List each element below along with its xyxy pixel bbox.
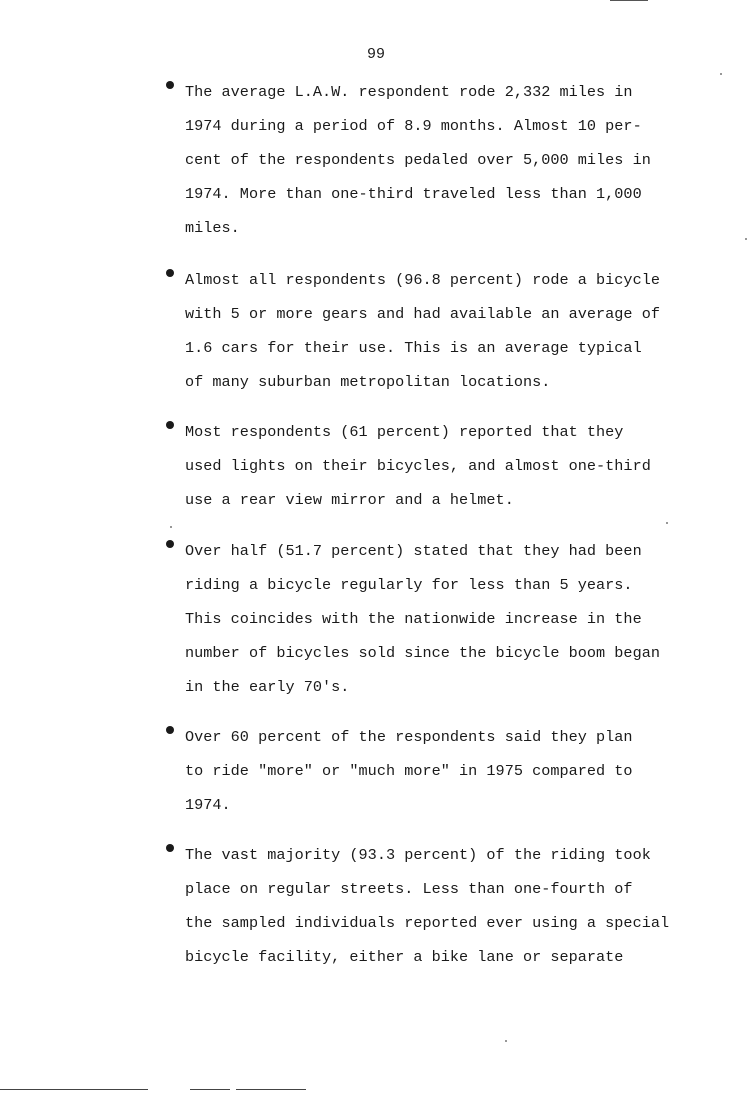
scan-speck xyxy=(720,73,722,75)
bullet-text: Over half (51.7 percent) stated that they had been riding a bicycle regularly for less than 5 years. This coincides with the nationwide increase in the number of bicycles sold since the bicycle boom began in the early 70's. xyxy=(185,542,660,696)
bullet-dot-icon xyxy=(166,726,174,734)
bullet-text: The vast majority (93.3 percent) of the riding took place on regular streets. Less than one-fourth of the sampled individuals reported ever using a special bicycle facility, either a bike lane or separate xyxy=(185,846,670,966)
bullet-text: Most respondents (61 percent) reported that they used lights on their bicycles, and almost one-third use a rear view mirror and a helmet. xyxy=(185,423,651,509)
bullet-dot-icon xyxy=(166,269,174,277)
bullet-item-streets xyxy=(165,838,735,974)
scan-speck xyxy=(505,1040,507,1042)
bullet-item-riding-years xyxy=(165,534,735,704)
scan-speck xyxy=(170,526,172,528)
scan-speck xyxy=(666,522,668,524)
bullet-item-gears xyxy=(165,263,735,399)
bullet-item-ride-more xyxy=(165,720,735,822)
bullet-dot-icon xyxy=(166,844,174,852)
bullet-text: The average L.A.W. respondent rode 2,332 miles in 1974 during a period of 8.9 months. Almost 10 per- cent of the respondents pedaled over 5,000 miles in 1974. More than one-third traveled less than 1,000 miles. xyxy=(185,83,651,237)
scan-artifact-line xyxy=(0,1089,148,1090)
bullet-dot-icon xyxy=(166,421,174,429)
bullet-text: Almost all respondents (96.8 percent) rode a bicycle with 5 or more gears and had available an average of 1.6 cars for their use. This is an average typical of many suburban metropolitan locations. xyxy=(185,271,660,391)
bullet-item-mileage xyxy=(165,75,735,245)
page-number: 99 xyxy=(367,46,386,63)
bullet-text: Over 60 percent of the respondents said they plan to ride "more" or "much more" in 1975 compared to 1974. xyxy=(185,728,633,814)
scan-artifact-line xyxy=(190,1089,230,1090)
scan-speck xyxy=(745,238,747,240)
scan-artifact-line xyxy=(610,0,648,1)
bullet-dot-icon xyxy=(166,540,174,548)
bullet-item-lights xyxy=(165,415,735,517)
scan-artifact-line xyxy=(236,1089,306,1090)
bullet-dot-icon xyxy=(166,81,174,89)
